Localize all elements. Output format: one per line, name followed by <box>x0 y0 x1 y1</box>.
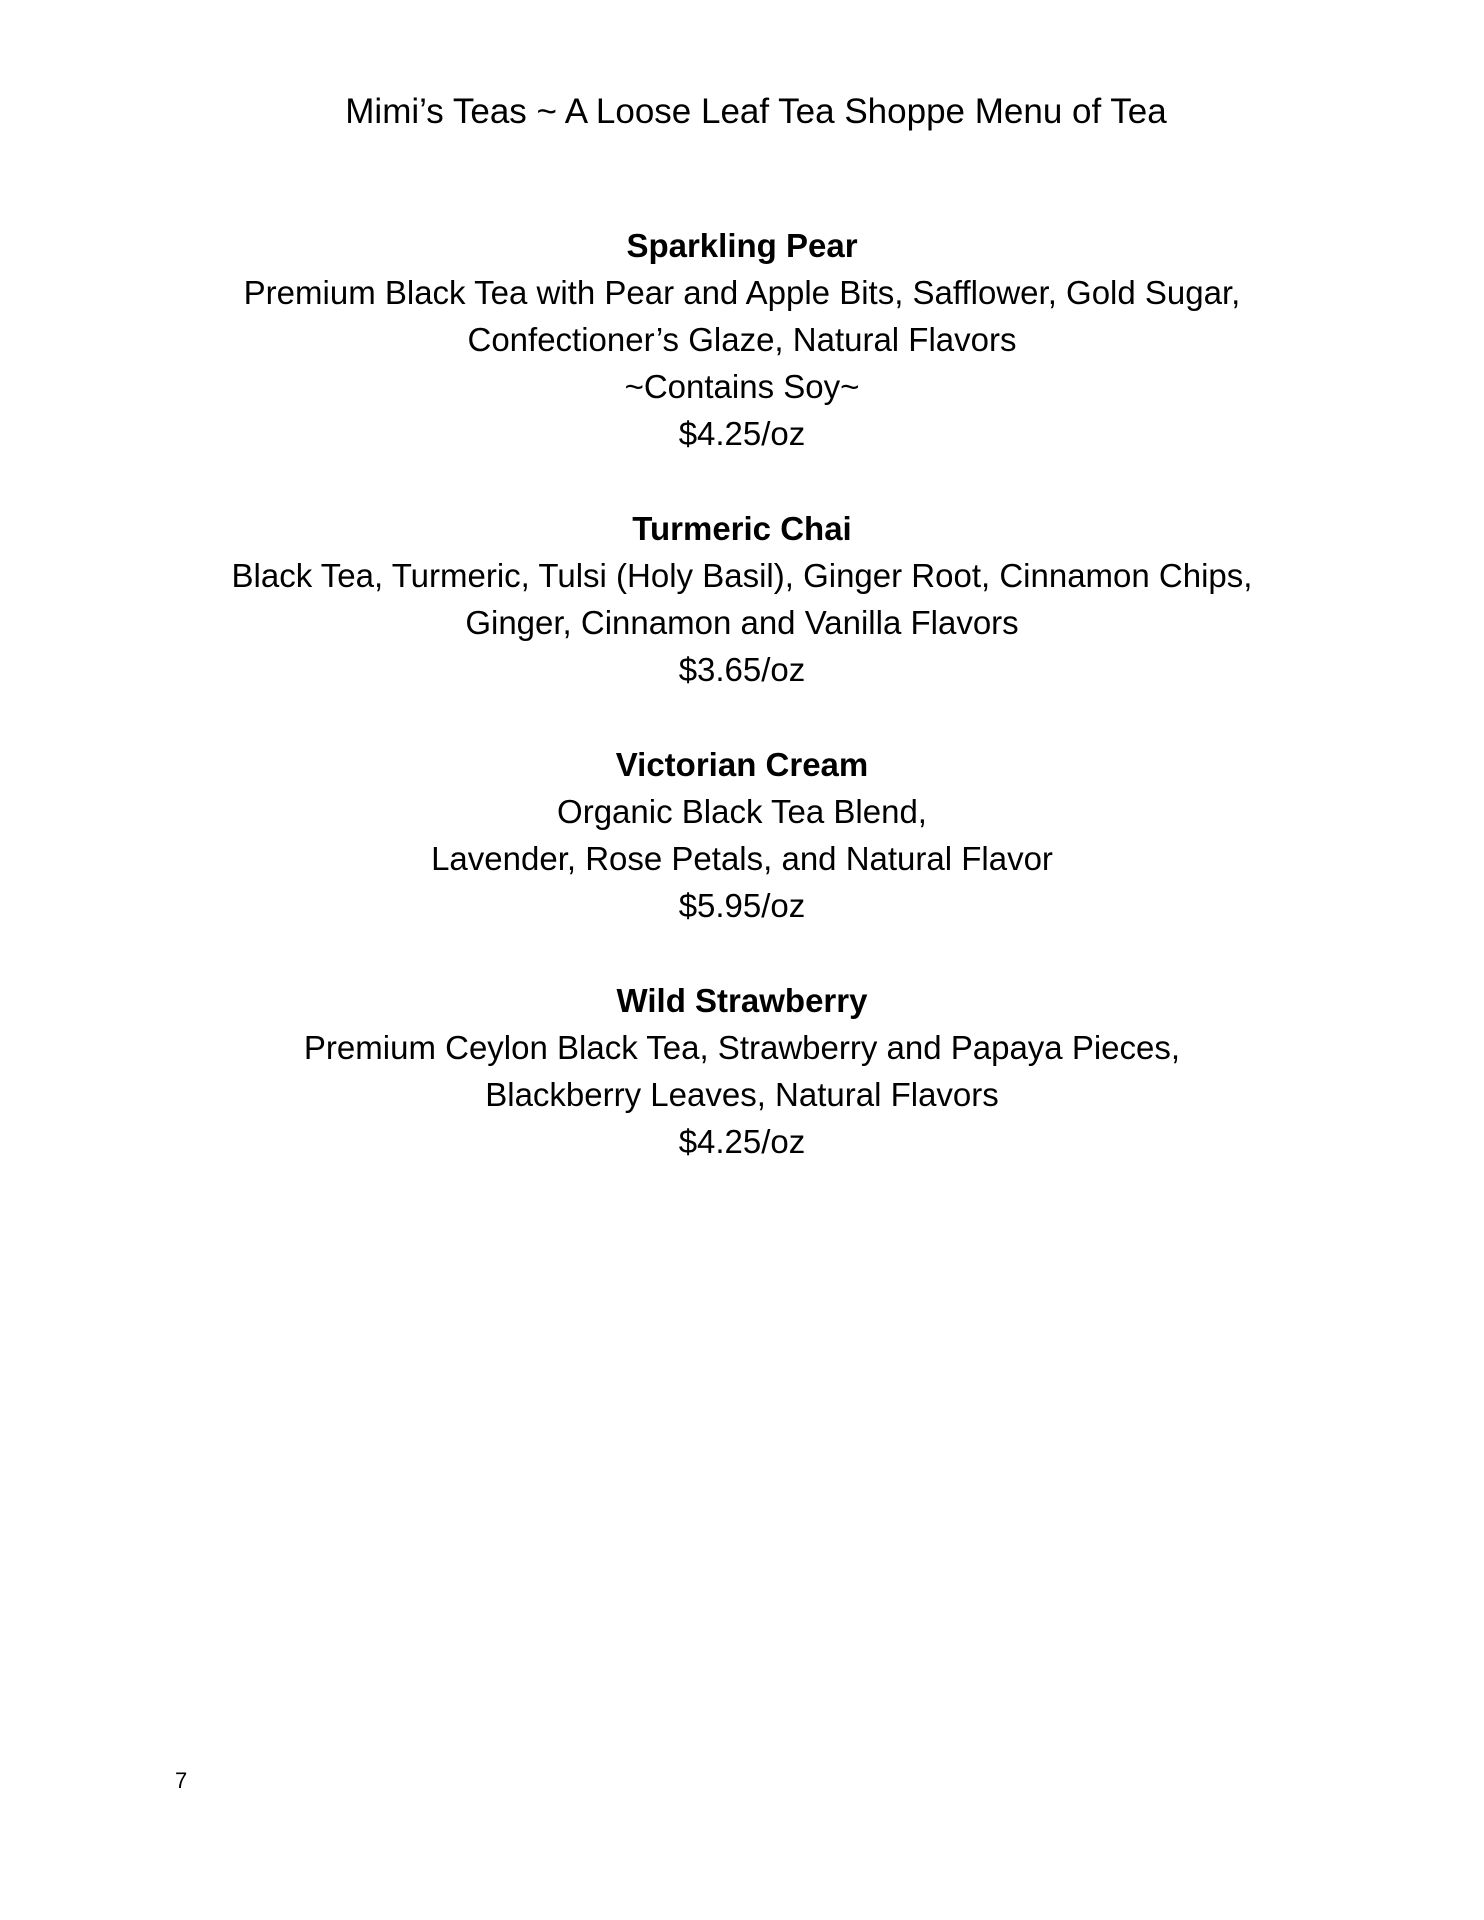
item-name: Wild Strawberry <box>616 982 868 1019</box>
item-price: $5.95/oz <box>678 887 806 924</box>
item-description: Organic Black Tea Blend, <box>557 793 927 830</box>
item-allergen-note: ~Contains Soy~ <box>624 368 860 405</box>
item-name: Turmeric Chai <box>632 510 852 547</box>
item-name: Victorian Cream <box>615 746 869 783</box>
item-price: $4.25/oz <box>678 1123 806 1160</box>
item-description: Lavender, Rose Petals, and Natural Flavor <box>431 840 1053 877</box>
menu-item-victorian-cream <box>0 741 1484 929</box>
menu-item-wild-strawberry <box>0 977 1484 1165</box>
menu-item-sparkling-pear <box>0 222 1484 457</box>
item-description: Ginger, Cinnamon and Vanilla Flavors <box>465 604 1019 641</box>
item-price: $3.65/oz <box>678 651 806 688</box>
item-description: Blackberry Leaves, Natural Flavors <box>485 1076 999 1113</box>
page-number: 7 <box>175 1768 188 1793</box>
item-price: $4.25/oz <box>678 415 806 452</box>
page-title: Mimi’s Teas ~ A Loose Leaf Tea Shoppe Menu of Tea <box>345 92 1167 131</box>
item-description: Premium Black Tea with Pear and Apple Bits, Safflower, Gold Sugar, <box>243 274 1241 311</box>
item-description: Premium Ceylon Black Tea, Strawberry and Papaya Pieces, <box>303 1029 1181 1066</box>
item-description: Black Tea, Turmeric, Tulsi (Holy Basil), Ginger Root, Cinnamon Chips, <box>231 557 1253 594</box>
menu-item-turmeric-chai <box>0 505 1484 693</box>
item-name: Sparkling Pear <box>626 227 858 264</box>
item-description: Confectioner’s Glaze, Natural Flavors <box>467 321 1017 358</box>
